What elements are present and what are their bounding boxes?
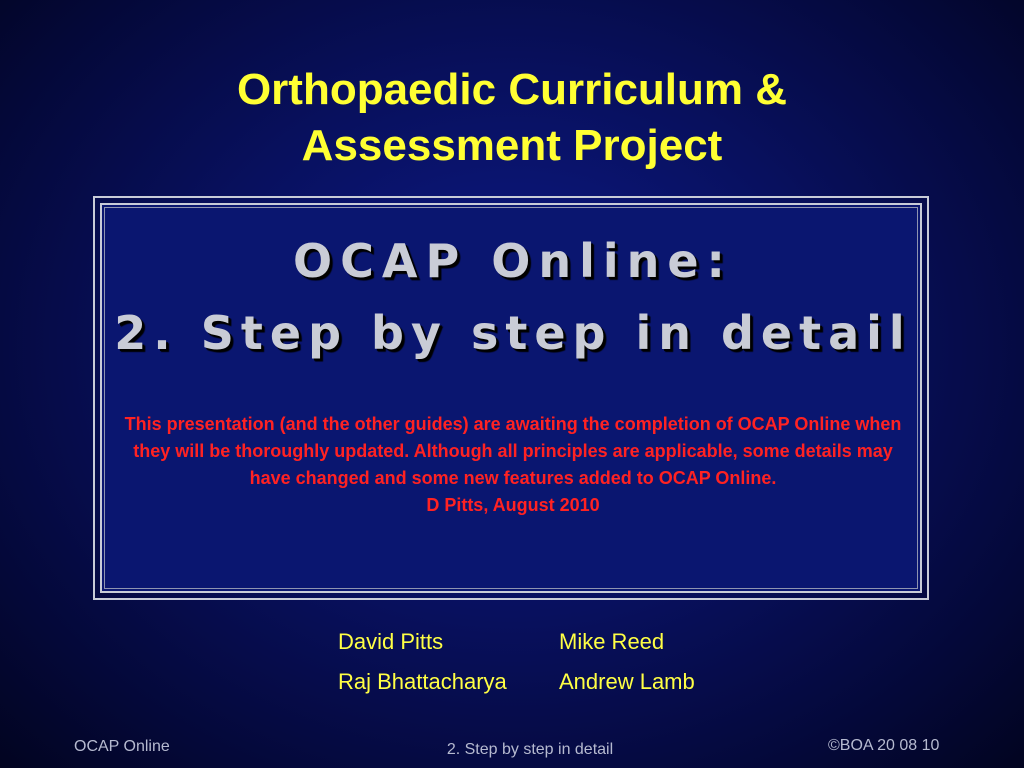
footer-right: ©BOA 20 08 10 [828, 737, 940, 754]
notice-body: This presentation (and the other guides) are awaiting the completion of OCAP Online when they will be thoroughly updated. Although all principles are applicable, some details may have changed and some new features added to OCAP Online. [124, 414, 902, 488]
footer-center: 2. Step by step in detail [446, 741, 614, 758]
author-name: Mike Reed [559, 629, 665, 654]
notice-text [122, 411, 904, 519]
authors-list [338, 622, 759, 702]
slide-title-line-2: Assessment Project [301, 121, 723, 170]
authors-row [338, 622, 759, 662]
ocap-heading-line-2: 2. Step by step in detail [114, 306, 912, 360]
authors-row [338, 662, 759, 702]
author-name: Raj Bhattacharya [338, 669, 507, 694]
author-name: David Pitts [338, 629, 444, 654]
ocap-heading-line-1: OCAP Online: [293, 234, 733, 288]
content-frame-inner [100, 203, 922, 593]
notice-signature: D Pitts, August 2010 [426, 495, 600, 515]
content-frame [93, 196, 929, 600]
slide-title-line-1: Orthopaedic Curriculum & [236, 65, 788, 114]
slide-title [0, 62, 1024, 174]
footer-left: OCAP Online [74, 738, 170, 755]
author-name: Andrew Lamb [559, 669, 695, 694]
